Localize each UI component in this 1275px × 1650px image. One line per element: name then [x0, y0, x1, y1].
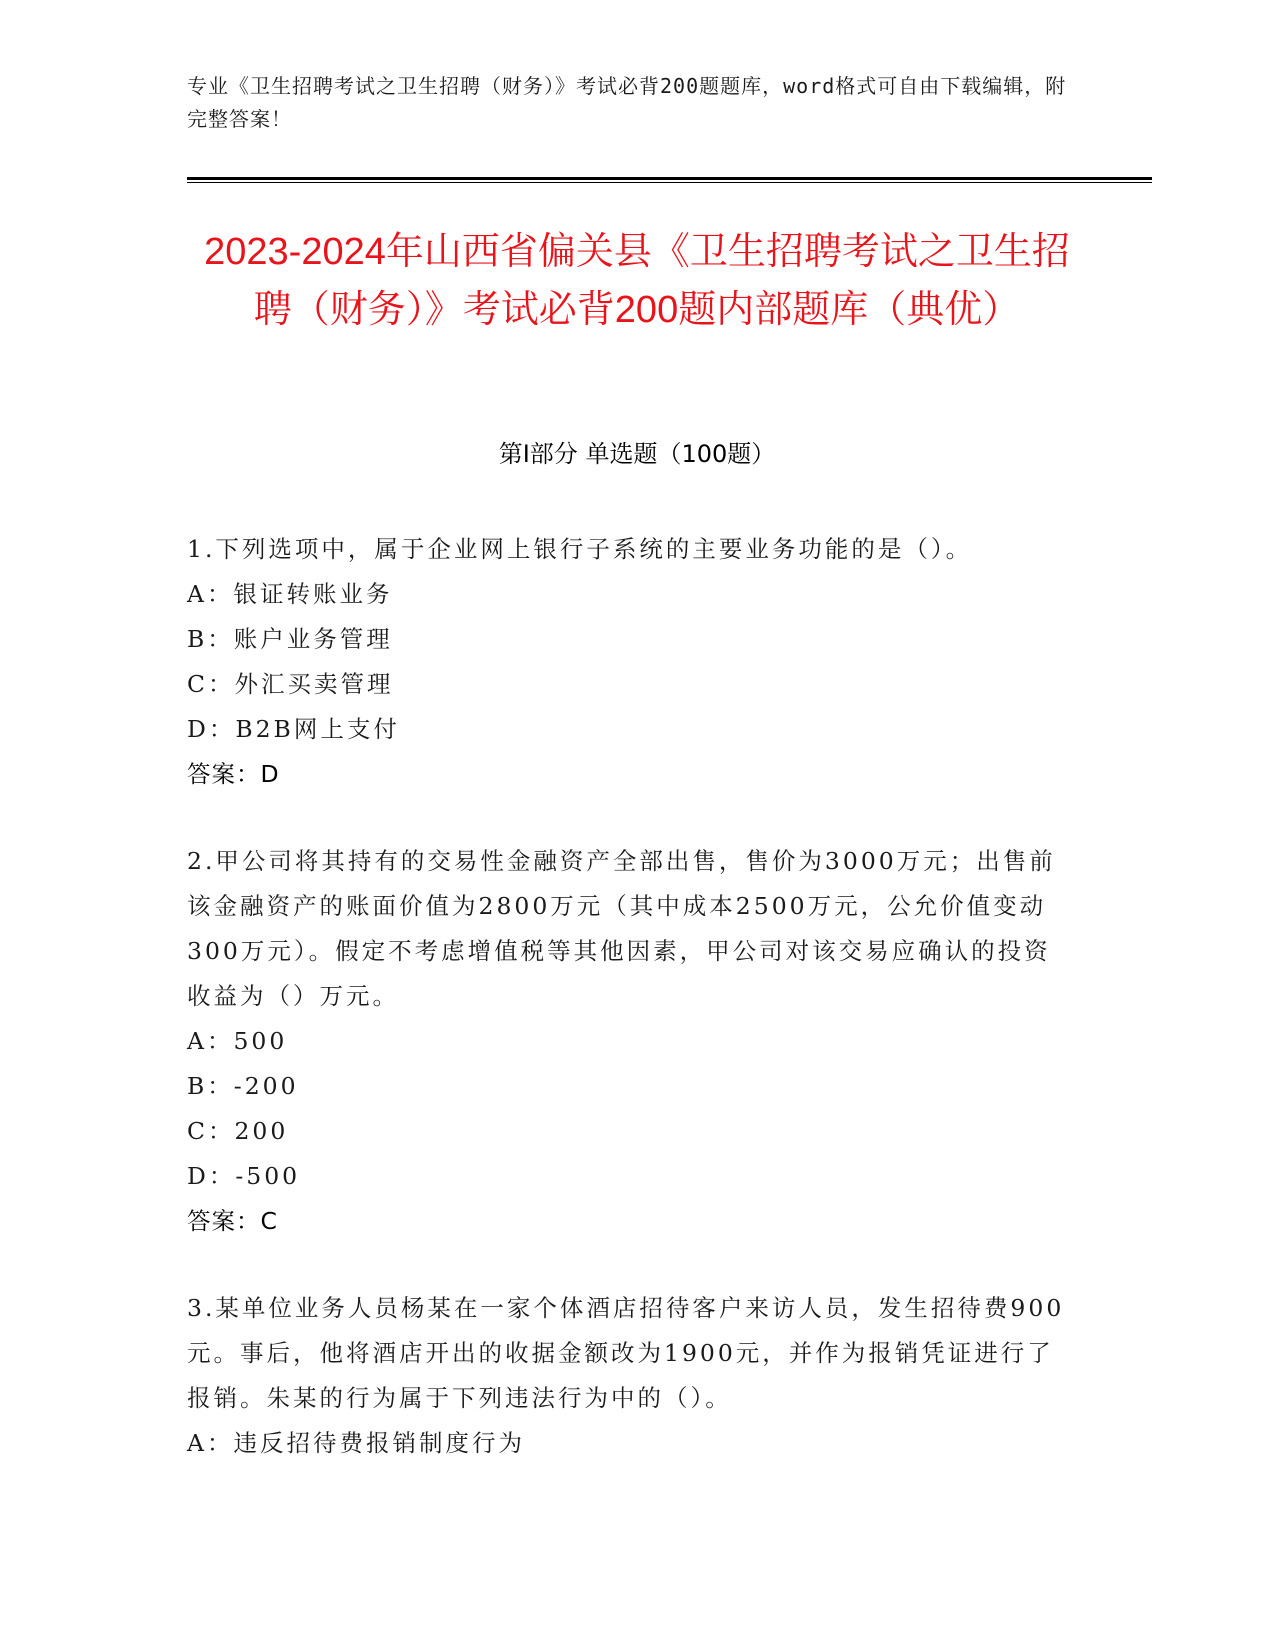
option-a: A：违反招待费报销制度行为 — [187, 1429, 525, 1457]
section-title: 第I部分 单选题（100题） — [498, 440, 776, 468]
document-title: 2023-2024年山西省偏关县《卫生招聘考试之卫生招聘（财务）》考试必背200题内部题库（典优） — [204, 231, 1070, 331]
question-list — [187, 527, 1077, 1508]
option-d: D：B2B网上支付 — [187, 715, 400, 743]
question-3 — [187, 1286, 1077, 1466]
option-c: C：外汇买卖管理 — [187, 670, 394, 698]
option-b: B：账户业务管理 — [187, 625, 393, 653]
question-text: 2.甲公司将其持有的交易性金融资产全部出售，售价为3000万元；出售前该金融资产的账面价值为2800万元（其中成本2500万元，公允价值变动300万元）。假定不考虑增值税等其他因素，甲公司对该交易应确认的投资收益为（）万元。 — [187, 847, 1056, 1010]
header-note: 专业《卫生招聘考试之卫生招聘（财务）》考试必背200题题库，word格式可自由下载编辑，附完整答案！ — [187, 74, 1067, 131]
option-b: B：-200 — [187, 1072, 299, 1100]
answer: 答案：C — [187, 1207, 278, 1235]
question-text: 1.下列选项中，属于企业网上银行子系统的主要业务功能的是（）。 — [187, 535, 973, 563]
option-c: C：200 — [187, 1117, 289, 1145]
option-d: D：-500 — [187, 1162, 301, 1190]
option-a: A：500 — [187, 1027, 288, 1055]
answer: 答案：D — [187, 760, 280, 788]
question-1 — [187, 527, 1077, 797]
option-a: A：银证转账业务 — [187, 580, 393, 608]
header-divider-thick — [187, 177, 1152, 180]
header-divider-thin — [187, 182, 1152, 183]
question-text: 3.某单位业务人员杨某在一家个体酒店招待客户来访人员，发生招待费900元。事后，他将酒店开出的收据金额改为1900元，并作为报销凭证进行了报销。朱某的行为属于下列违法行为中的（）。 — [187, 1294, 1065, 1412]
question-2 — [187, 839, 1077, 1244]
